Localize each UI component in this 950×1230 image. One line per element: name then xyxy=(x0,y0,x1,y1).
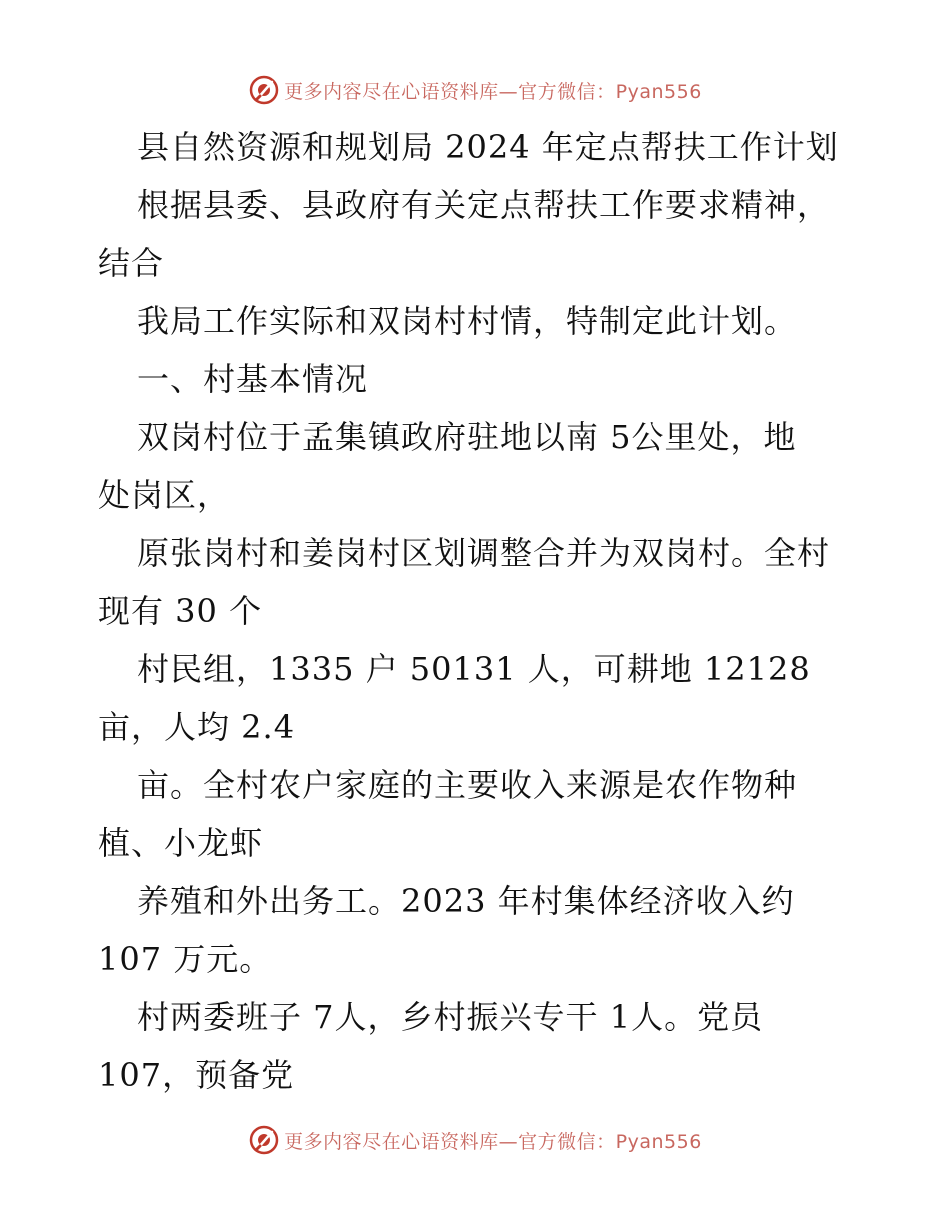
paragraph-line: 现有 30 个 xyxy=(98,592,263,630)
watermark-footer xyxy=(0,1120,950,1160)
paragraph-line: 原张岗村和姜岗村区划调整合并为双岗村。全村 xyxy=(137,534,831,572)
watermark-text: 更多内容尽在心语资料库—官方微信：Pyan556 xyxy=(284,1130,702,1153)
paragraph-line: 亩。全村农户家庭的主要收入来源是农作物种 xyxy=(137,766,798,804)
paragraph-line: 村两委班子 7人，乡村振兴专干 1人。党员 xyxy=(137,998,764,1036)
paragraph-line: 养殖和外出务工。2023 年村集体经济收入约 xyxy=(137,882,795,920)
paragraph-line: 结合 xyxy=(98,244,165,282)
paragraph-line: 植、小龙虾 xyxy=(98,824,264,862)
section-heading: 一、村基本情况 xyxy=(137,360,369,398)
watermark-text: 更多内容尽在心语资料库—官方微信：Pyan556 xyxy=(284,80,702,103)
paragraph-line: 根据县委、县政府有关定点帮扶工作要求精神， xyxy=(137,186,831,224)
pen-logo-icon xyxy=(248,1124,280,1156)
paragraph-line: 双岗村位于孟集镇政府驻地以南 5公里处，地 xyxy=(137,418,797,456)
paragraph-line: 我局工作实际和双岗村村情，特制定此计划。 xyxy=(137,302,798,340)
paragraph-line: 107，预备党 xyxy=(98,1056,295,1094)
paragraph-line: 亩，人均 2.4 xyxy=(98,708,296,746)
paragraph-line: 处岗区， xyxy=(98,476,231,514)
paragraph-line: 村民组，1335 户 50131 人，可耕地 12128 xyxy=(137,650,811,688)
document-title: 县自然资源和规划局 2024 年定点帮扶工作计划 xyxy=(137,128,839,166)
paragraph-line: 107 万元。 xyxy=(98,940,273,978)
